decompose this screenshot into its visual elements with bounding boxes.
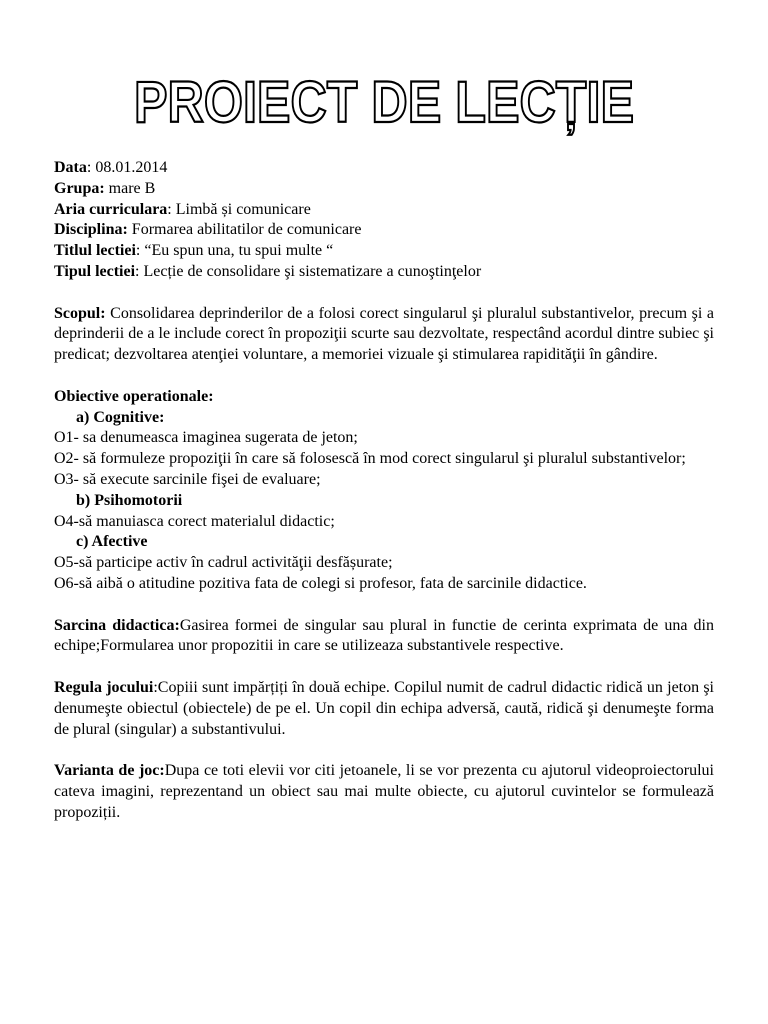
cognitive-label: a) Cognitive: <box>76 408 165 426</box>
variant-paragraph: Varianta de joc:Dupa ce toti elevii vor citi jetoanele, li se vor prezenta cu ajutorul videoproiectorului cateva imagini, reprezentand un obiect sau mai multe obiecte, cu ajutorul cuvintelor se formulează propoziții. <box>54 762 714 821</box>
meta-row-group: Grupa: mare B <box>54 179 156 197</box>
objective-o5: O5-să participe activ în cadrul activităţii desfășurate; <box>54 554 393 572</box>
objective-o6: O6-să aibă o atitudine pozitiva fata de colegi si profesor, fata de sarcinile didactice. <box>54 574 587 592</box>
task-paragraph: Sarcina didactica:Gasirea formei de singular sau plural in functie de cerinta exprimata de una din echipe;Formularea unor propozitii in care se utilizeaza substantivele respective. <box>54 616 715 655</box>
affective-label: c) Afective <box>76 533 148 551</box>
objective-o3: O3- să execute sarcinile fişei de evaluare; <box>54 470 321 488</box>
scope-paragraph: Scopul: Consolidarea deprinderilor de a folosi corect singularul şi pluralul substantivelor, precum şi a deprinderii de a le include corect în propoziţii scurte sau dezvoltate, respectând acordul dintre subiec şi predicat; dezvoltarea atenţiei voluntare, a memoriei vizuale şi stimularea rapidităţii în gândire. <box>54 304 714 364</box>
page-title <box>0 64 768 154</box>
meta-row-lesson-title: Titlul lectiei: “Eu spun una, tu spui multe “ <box>54 242 334 260</box>
objective-o2: O2- să formuleze propoziţii în care să folosescă în mod corect singularul şi pluralul substantivelor; <box>54 450 686 468</box>
meta-row-discipline: Disciplina: Formarea abilitatilor de comunicare <box>54 221 362 239</box>
title-text: PROIECT DE LECȚIE <box>134 70 634 135</box>
objective-o1: O1- sa denumeasca imaginea sugerata de jeton; <box>54 429 358 447</box>
document-body <box>54 158 714 824</box>
meta-row-area: Aria curriculara: Limbă și comunicare <box>54 200 311 218</box>
meta-row-lesson-type: Tipul lectiei: Lecție de consolidare şi sistematizare a cunoştinţelor <box>54 262 482 280</box>
meta-row-date: Data: 08.01.2014 <box>54 159 168 176</box>
objectives-heading: Obiective operationale: <box>54 387 214 405</box>
title-outline-text <box>124 64 644 154</box>
rule-paragraph: Regula jocului:Copiii sunt impărțiți în două echipe. Copilul numit de cadrul didactic ridică un jeton şi denumeşte obiectul (obiectele) de pe el. Un copil din echipa adversă, caută, ridică şi denumeşte forma de plural (singular) a substantivului. <box>54 678 715 738</box>
objective-o4: O4-să manuiasca corect materialul didactic; <box>54 512 335 530</box>
psychomotor-label: b) Psihomotorii <box>76 491 183 509</box>
lesson-meta <box>54 158 714 283</box>
objectives-section <box>54 387 714 595</box>
